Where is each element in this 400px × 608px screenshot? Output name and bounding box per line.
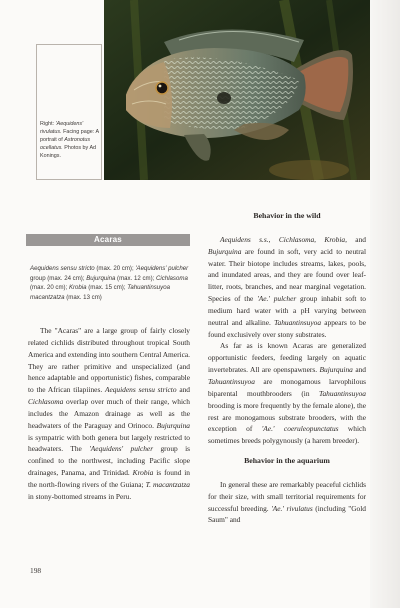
- species-size-list: Aequidens sensu stricto (max. 20 cm); 'Aequidens' pulcher group (max. 24 cm); Bujurquina (max. 12 cm); Cichlasoma (max. 20 cm); Krobia (max. 15 cm); Tahuantinsuyoa macantzatza (max. 13 cm): [30, 265, 189, 301]
- page-edge: [370, 0, 400, 608]
- photo-caption: Right: 'Aequidens' rivulatus. Facing page: A portrait of Astronotus ocellatus. Photos by Ad Konings.: [40, 121, 99, 159]
- fish-illustration: [104, 0, 370, 180]
- paragraph-feeding: As far as is known Acaras are generalized opportunistic feeders, feeding largely on aquatic invertebrates. All are openspawners. Bujurquina and Tahuantinsuyoa are monogamous larvophilous biparental mouthbrooders (in Tahuantinsuyoa brooding is more frequently by the female alone), the rest are monogamous substrate brooders, with the exception of 'Ae.' coeruleopunctatus which sometimes breeds polygynously (a harem breeder).: [208, 341, 366, 446]
- paragraph-biotope: Aequidens s.s., Cichlasoma, Krobia, and Bujurquina are found in soft, very acid to neutral water. Their biotope includes streams, lakes, pools, and inundated areas, and they are found over leaf-litter, roots, branches, and near marginal vegetation. Species of the 'Ae.' pulcher group inhabit soft to medium hard water with a pH varying between neutral and alkaline. Tahuantinsuyoa appears to be found exclusively over stony substrates.: [208, 234, 367, 339]
- heading-behavior-wild: Behavior in the wild: [253, 211, 321, 220]
- left-column-text: [28, 325, 190, 503]
- page-number: 198: [30, 566, 42, 575]
- paragraph-aquarium: In general these are remarkably peaceful cichlids for their size, with small territorial requirements for successful breeding. 'Ae.' rivulatus (including "Gold Saum" and: [208, 479, 366, 525]
- paragraph-distribution: The "Acaras" are a large group of fairly closely related cichlids distributed throughout tropical South America and extending into southern Central America. They are rather primitive and unspecialized (and hence adaptable and opportunistic) fishes, comparable to the African tilapiines. Aequidens sensu stricto and Cichlasoma overlap over much of their range, which includes the Amazon drainage as well as the headwaters of the Paraguay and Orinoco. Bujurquina is sympatric with both genera but largely restricted to headwaters. The 'Aequidens' pulcher group is confined to the northwest, including Pacific slope drainages, Panama, and Trinidad. Krobia is found in the north-flowing rivers of the Guiana; T. macantzatza in stony-bottomed streams in Peru.: [28, 326, 191, 501]
- section-bar-acaras: Acaras: [26, 234, 190, 246]
- right-column-text: [208, 210, 366, 526]
- heading-behavior-aquarium: Behavior in the aquarium: [244, 456, 330, 466]
- fish-photo: [104, 0, 370, 180]
